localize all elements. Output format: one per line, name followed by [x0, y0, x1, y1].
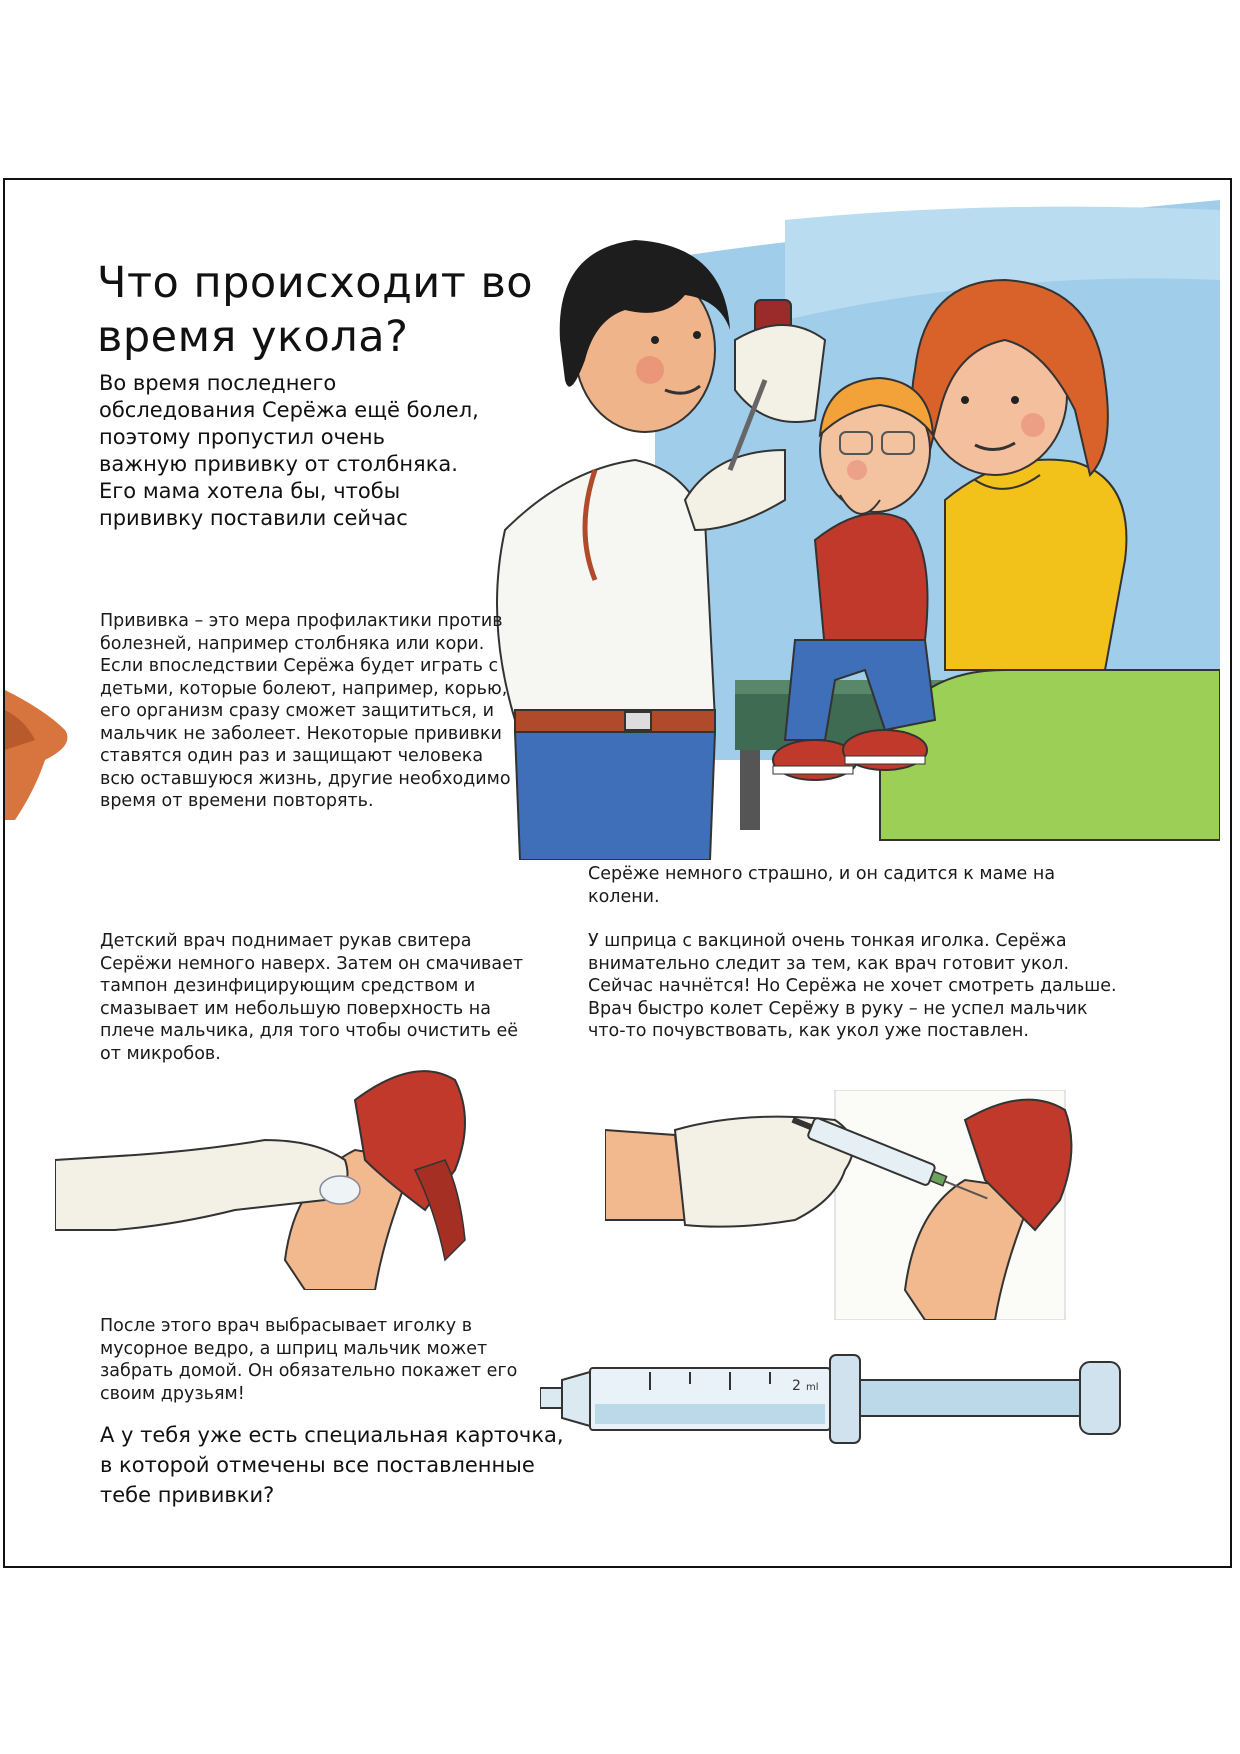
lead-paragraph: Во время последнего обследования Серёжа ещё болел, поэтому пропустил очень важную прививку от столбняка. Его мама хотела бы, чтобы прививку поставили сейчас — [99, 371, 479, 530]
large-syringe-illustration — [540, 1350, 1180, 1450]
after-paragraph: После этого врач выбрасывает иголку в мусорное ведро, а шприц мальчик может забрать домой. Он обязательно покажет его своим друзьям! — [100, 1316, 518, 1404]
injection-illustration — [605, 1090, 1175, 1320]
closing-question: А у тебя уже есть специальная карточка, в которой отмечены все поставленные тебе прививки? — [100, 1423, 564, 1507]
doctor-paragraph: Детский врач поднимает рукав свитера Серёжи немного наверх. Затем он смачивает тампон дезинфицирующим средством и смазывает им небольшую поверхность на плече мальчика, для того чтобы очистить её от микробов. — [100, 931, 524, 1064]
disinfect-arm-illustration — [55, 1060, 475, 1290]
scared-caption: Серёже немного страшно, и он садится к маме на колени. — [588, 864, 1056, 907]
vaccine-paragraph: Прививка – это мера профилактики против болезней, например столбняка или кори. Если впоследствии Серёжа будет играть с детьми, которые болеют, например, корью, его организм сразу сможет защититься, и мальчик не заболеет. Некоторые прививки ставятся один раз и защищают человека всю оставшуюся жизнь, другие необходимо время от времени повторять. — [100, 611, 511, 811]
doctor-and-family-illustration — [485, 200, 1220, 860]
edge-fragment-illustration — [5, 690, 75, 820]
cotton-swab — [320, 1176, 360, 1204]
syringe-scale-number: 2 — [792, 1378, 801, 1394]
bench-leg — [740, 750, 760, 830]
page-title: Что происходит во время укола? — [97, 258, 534, 362]
syringe-paragraph: У шприца с вакциной очень тонкая иголка. Серёжа внимательно следит за тем, как врач готовит укол. Сейчас начнётся! Но Серёжа не хочет смотреть дальше. Врач быстро колет Серёжу в руку – не успел мальчик что-то почувствовать, как укол уже поставлен. — [588, 931, 1117, 1041]
syringe-scale-unit: ml — [806, 1382, 819, 1393]
book-page — [3, 178, 1232, 1568]
